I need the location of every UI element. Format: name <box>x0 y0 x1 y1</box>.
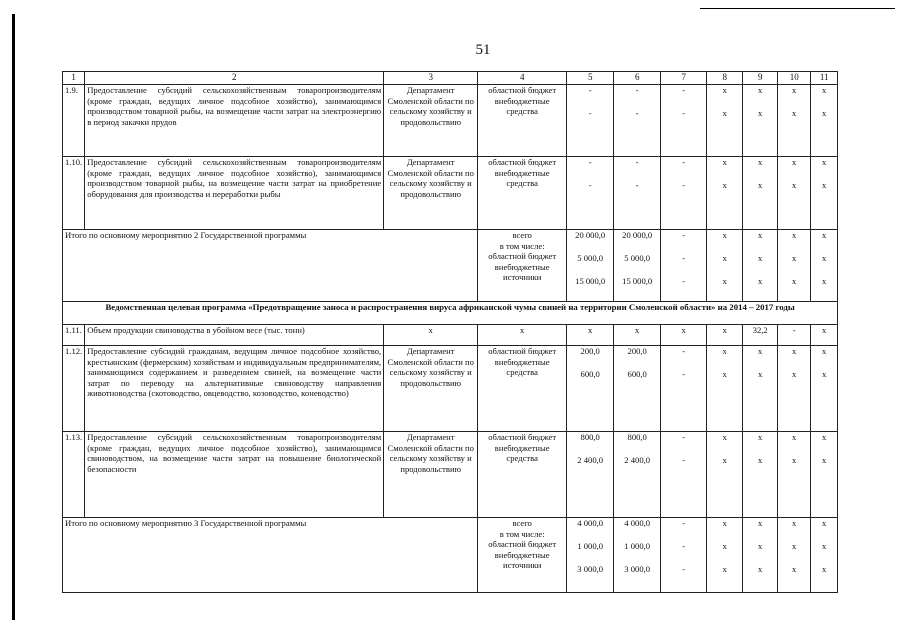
source-regional: областной бюджет <box>488 432 557 442</box>
source-extra: внебюджетные средства <box>494 167 550 189</box>
col-header: 10 <box>778 72 811 85</box>
cell-value: х <box>822 541 827 551</box>
funding-source <box>478 230 567 302</box>
page-number: 51 <box>475 42 491 58</box>
row-number: 1.10. <box>63 157 85 230</box>
source-total: всего <box>512 518 532 528</box>
col-header: 8 <box>707 72 743 85</box>
cell-value: х <box>792 108 797 118</box>
cell-value: 800,0 <box>580 432 600 442</box>
cell-value: 200,0 <box>627 346 647 356</box>
cell-value: х <box>822 230 827 240</box>
total-label: Итого по основному мероприятию 2 Государственной программы <box>63 230 478 302</box>
cell-value: х <box>822 180 827 190</box>
col-header: 5 <box>567 72 614 85</box>
cell-value: х <box>822 455 827 465</box>
cell-value: - <box>682 180 686 190</box>
source-regional: областной бюджет <box>488 85 557 95</box>
left-binding-bar <box>12 14 15 620</box>
cell-value: х <box>758 432 763 442</box>
cell-value: - <box>682 85 686 95</box>
cell-value: х <box>822 518 827 528</box>
cell-value: х <box>758 108 763 118</box>
source-extra: внебюджетные средства <box>494 95 550 117</box>
cell-value: - <box>682 230 686 240</box>
cell-value: 4 000,0 <box>624 518 651 528</box>
cell-value: - <box>682 253 686 263</box>
cell-value: х <box>758 276 763 286</box>
cell-value: 20 000,0 <box>575 230 606 240</box>
table-row-1-10 <box>63 157 838 230</box>
executor: Департамент Смоленской области по сельскому хозяйству и продовольствию <box>384 85 478 157</box>
source-extra: внебюджетные средства <box>494 356 550 378</box>
cell-value: х <box>722 157 727 167</box>
source-regional: областной бюджет <box>488 539 557 550</box>
source-incl: в том числе: <box>499 528 545 539</box>
cell-value: - <box>682 276 686 286</box>
cell-value: 3 000,0 <box>577 564 604 574</box>
cell-value: х <box>792 564 797 574</box>
row-number: 1.13. <box>63 432 85 518</box>
cell-value: 5 000,0 <box>577 253 604 263</box>
cell-value: х <box>661 325 707 346</box>
cell-value: 5 000,0 <box>624 253 651 263</box>
cell-value: х <box>722 276 727 286</box>
col-header: 6 <box>614 72 661 85</box>
cell-value: х <box>792 369 797 379</box>
cell-value: 15 000,0 <box>575 276 606 286</box>
cell-value: - <box>682 157 686 167</box>
cell-value: х <box>722 253 727 263</box>
cell-value: - <box>682 432 686 442</box>
cell-value: - <box>588 108 592 118</box>
source-total: всего <box>512 230 532 240</box>
funding-source <box>478 518 567 593</box>
cell-value: х <box>792 432 797 442</box>
col-header: 4 <box>478 72 567 85</box>
cell-value: х <box>758 157 763 167</box>
cell-value: - <box>682 564 686 574</box>
cell-value: х <box>822 564 827 574</box>
cell-value: х <box>758 180 763 190</box>
row-description: Предоставление субсидий сельскохозяйственным товаропроизводителям (кроме граждан, ведущих личное подсобное хозяйство), занимающимся свиноводством, на возмещение части затрат на повышение биологической безопасности <box>85 432 384 518</box>
cell-value: 1 000,0 <box>624 541 651 551</box>
col-header: 9 <box>743 72 778 85</box>
cell-value: х <box>822 276 827 286</box>
cell-value: х <box>722 369 727 379</box>
cell-value: 3 000,0 <box>624 564 651 574</box>
cell-value: х <box>722 108 727 118</box>
source-regional: областной бюджет <box>488 157 557 167</box>
source-incl: в том числе: <box>499 240 545 251</box>
col-header: 1 <box>63 72 85 85</box>
executor: Департамент Смоленской области по сельскому хозяйству и продовольствию <box>384 432 478 518</box>
cell-value: 4 000,0 <box>577 518 604 528</box>
cell-value: х <box>758 455 763 465</box>
source-regional: областной бюджет <box>488 251 557 262</box>
cell-value: х <box>792 518 797 528</box>
cell-value: х <box>478 325 567 346</box>
cell-value: х <box>758 369 763 379</box>
executor: Департамент Смоленской области по сельскому хозяйству и продовольствию <box>384 346 478 432</box>
funding-source <box>478 346 567 432</box>
executor: Департамент Смоленской области по сельскому хозяйству и продовольствию <box>384 157 478 230</box>
cell-value: 2 400,0 <box>577 455 604 465</box>
cell-value: х <box>792 276 797 286</box>
cell-value: х <box>758 85 763 95</box>
cell-value: х <box>792 455 797 465</box>
cell-value: х <box>722 564 727 574</box>
cell-value: - <box>778 325 811 346</box>
cell-value: - <box>682 369 686 379</box>
cell-value: х <box>792 541 797 551</box>
budget-table <box>62 71 838 593</box>
row-description: Предоставление субсидий гражданам, ведущим личное подсобное хозяйство, крестьянским (фермерским) хозяйствам и индивидуальным предпринимателям, занимающимся содержанием и разведением свиней, на возмещение части затрат по переводу на альтернативные свиноводству направления животноводства (скотоводство, овцеводство, козоводство, коневодство) <box>85 346 384 432</box>
program-title: Ведомственная целевая программа «Предотвращение заноса и распространения вируса африканской чумы свиней на территории Смоленской области» на 2014 – 2017 годы <box>63 302 838 325</box>
source-extra: внебюджетные источники <box>494 261 550 283</box>
cell-value: х <box>758 541 763 551</box>
cell-value: х <box>722 455 727 465</box>
table-row-total-3 <box>63 518 838 593</box>
cell-value: х <box>792 157 797 167</box>
cell-value: - <box>588 180 592 190</box>
row-number: 1.9. <box>63 85 85 157</box>
row-number: 1.11. <box>63 325 85 346</box>
cell-value: х <box>722 541 727 551</box>
row-description: Объем продукции свиноводства в убойном весе (тыс. тонн) <box>85 325 384 346</box>
cell-value: - <box>635 108 639 118</box>
cell-value: х <box>722 346 727 356</box>
cell-value: х <box>758 346 763 356</box>
cell-value: х <box>822 157 827 167</box>
cell-value: 1 000,0 <box>577 541 604 551</box>
cell-value: - <box>588 85 592 95</box>
table-row-total-2 <box>63 230 838 302</box>
cell-value: - <box>635 85 639 95</box>
cell-value: х <box>722 230 727 240</box>
cell-value: - <box>635 157 639 167</box>
cell-value: - <box>682 108 686 118</box>
cell-value: 32,2 <box>743 325 778 346</box>
cell-value: - <box>682 455 686 465</box>
top-right-rule <box>700 8 895 9</box>
col-header: 11 <box>811 72 838 85</box>
cell-value: х <box>722 180 727 190</box>
cell-value: х <box>384 325 478 346</box>
cell-value: 600,0 <box>580 369 600 379</box>
source-regional: областной бюджет <box>488 346 557 356</box>
cell-value: х <box>792 253 797 263</box>
cell-value: - <box>635 180 639 190</box>
cell-value: х <box>822 253 827 263</box>
funding-source <box>478 85 567 157</box>
row-number: 1.12. <box>63 346 85 432</box>
cell-value: х <box>614 325 661 346</box>
col-header: 7 <box>661 72 707 85</box>
program-title-row <box>63 302 838 325</box>
column-number-row <box>63 72 838 85</box>
cell-value: х <box>722 432 727 442</box>
col-header: 2 <box>85 72 384 85</box>
cell-value: х <box>567 325 614 346</box>
source-extra: внебюджетные средства <box>494 442 550 464</box>
table-row-1-9 <box>63 85 838 157</box>
cell-value: х <box>707 325 743 346</box>
cell-value: х <box>722 518 727 528</box>
cell-value: 600,0 <box>627 369 647 379</box>
table-row-1-11 <box>63 325 838 346</box>
cell-value: х <box>822 346 827 356</box>
cell-value: 200,0 <box>580 346 600 356</box>
cell-value: х <box>792 230 797 240</box>
table-row-1-13 <box>63 432 838 518</box>
table-row-1-12 <box>63 346 838 432</box>
cell-value: - <box>682 346 686 356</box>
cell-value: - <box>588 157 592 167</box>
cell-value: х <box>822 369 827 379</box>
col-header: 3 <box>384 72 478 85</box>
cell-value: х <box>722 85 727 95</box>
cell-value: 800,0 <box>627 432 647 442</box>
cell-value: х <box>758 518 763 528</box>
cell-value: х <box>822 432 827 442</box>
cell-value: - <box>682 518 686 528</box>
cell-value: х <box>822 85 827 95</box>
cell-value: х <box>758 230 763 240</box>
cell-value: - <box>682 541 686 551</box>
funding-source <box>478 157 567 230</box>
cell-value: х <box>792 85 797 95</box>
total-label: Итого по основному мероприятию 3 Государственной программы <box>63 518 478 593</box>
cell-value: х <box>758 564 763 574</box>
cell-value: 20 000,0 <box>622 230 653 240</box>
cell-value: х <box>792 346 797 356</box>
cell-value: 2 400,0 <box>624 455 651 465</box>
cell-value: х <box>822 108 827 118</box>
cell-value: х <box>811 325 838 346</box>
funding-source <box>478 432 567 518</box>
cell-value: 15 000,0 <box>622 276 653 286</box>
row-description: Предоставление субсидий сельскохозяйственным товаропроизводителям (кроме граждан, ведущих личное подсобное хозяйство), занимающимся производством товарной рыбы, на возмещение части затрат на электроэнергию в период закачки прудов <box>85 85 384 157</box>
cell-value: х <box>792 180 797 190</box>
source-extra: внебюджетные источники <box>494 549 550 571</box>
row-description: Предоставление субсидий сельскохозяйственным товаропроизводителям (кроме граждан, ведущих личное подсобное хозяйство), занимающимся производством товарной рыбы, на возмещение части затрат на приобретение оборудования для производства и переработки рыбы <box>85 157 384 230</box>
cell-value: х <box>758 253 763 263</box>
